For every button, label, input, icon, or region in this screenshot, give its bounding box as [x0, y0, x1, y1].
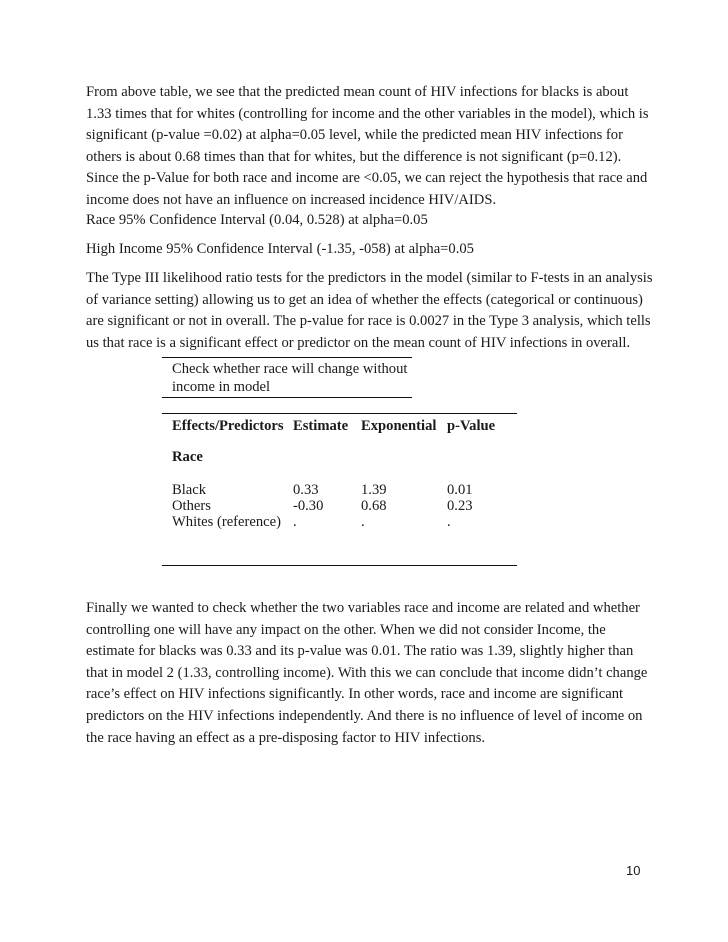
- paragraph-conclusion: Finally we wanted to check whether the two variables race and income are related and whether controlling one will have any impact on the other. When we did not consider Income, the estimate for blacks was 0.33 and its p-value was 0.01. The ratio was 1.39, slightly higher than that in model 2 (1.33, controlling income). With this we can conclude that income didn’t change race’s effect on HIV infections significantly. In other words, race and income are significant predictors on the HIV infections independently. And there is no influence of level of income on the race having an effect as a pre-disposing factor to HIV infections.: [86, 600, 648, 746]
- table-row-others-label: Others: [172, 498, 211, 514]
- column-header-estimate: Estimate: [293, 418, 349, 434]
- table-caption: [172, 360, 412, 396]
- paragraph-race-ci: Race 95% Confidence Interval (0.04, 0.528) at alpha=0.05: [86, 212, 428, 228]
- table-row-whites-exponential: .: [361, 514, 365, 530]
- table-row-black-exponential: 1.39: [361, 482, 387, 498]
- paragraph-income-ci: High Income 95% Confidence Interval (-1.35, -058) at alpha=0.05: [86, 241, 474, 257]
- table-row-whites-estimate: .: [293, 514, 297, 530]
- table-caption-line-1: Check whether race will change without: [172, 361, 408, 377]
- paragraph-type3-tests: The Type III likelihood ratio tests for the predictors in the model (similar to F-tests in an analysis of variance setting) allowing us to get an idea of whether the effects (categorical or continuous) are significant or not in overall. The p-value for race is 0.0027 in the Type 3 analysis, which tells us that race is a significant effect or predictor on the mean count of HIV infections in overall.: [86, 270, 653, 351]
- page-number: 10: [626, 863, 641, 878]
- table-row-black-label: Black: [172, 482, 207, 498]
- table-row-whites-label: Whites (reference): [172, 514, 281, 530]
- paragraph-results-summary: From above table, we see that the predicted mean count of HIV infections for blacks is about 1.33 times that for whites (controlling for income and the other variables in the model), which is significant (p-value =0.02) at alpha=0.05 level, while the predicted mean HIV infections for others is about 0.68 times than that for whites, but the difference is not significant (p=0.12). Since the p-Value for both race and income are <0.05, we can reject the hypothesis that race and income does not have an influence on increased incidence HIV/AIDS.: [86, 84, 649, 208]
- table-row-others-exponential: 0.68: [361, 498, 387, 514]
- table-row-black-pvalue: 0.01: [447, 482, 473, 498]
- column-header-exponential: Exponential: [361, 418, 437, 434]
- column-header-pvalue: p-Value: [447, 418, 496, 434]
- column-header-effects: Effects/Predictors: [172, 418, 284, 434]
- table-caption-line-2: income in model: [172, 379, 271, 395]
- table-top-rule: [162, 357, 412, 358]
- table-row-black-estimate: 0.33: [293, 482, 319, 498]
- table-row-others-estimate: -0.30: [293, 498, 324, 514]
- table-row-whites-pvalue: .: [447, 514, 451, 530]
- table-row-others-pvalue: 0.23: [447, 498, 473, 514]
- table-group-label: Race: [172, 449, 203, 465]
- table-bottom-rule: [162, 565, 517, 566]
- table-caption-rule: [162, 397, 412, 398]
- table-header-rule: [162, 413, 517, 414]
